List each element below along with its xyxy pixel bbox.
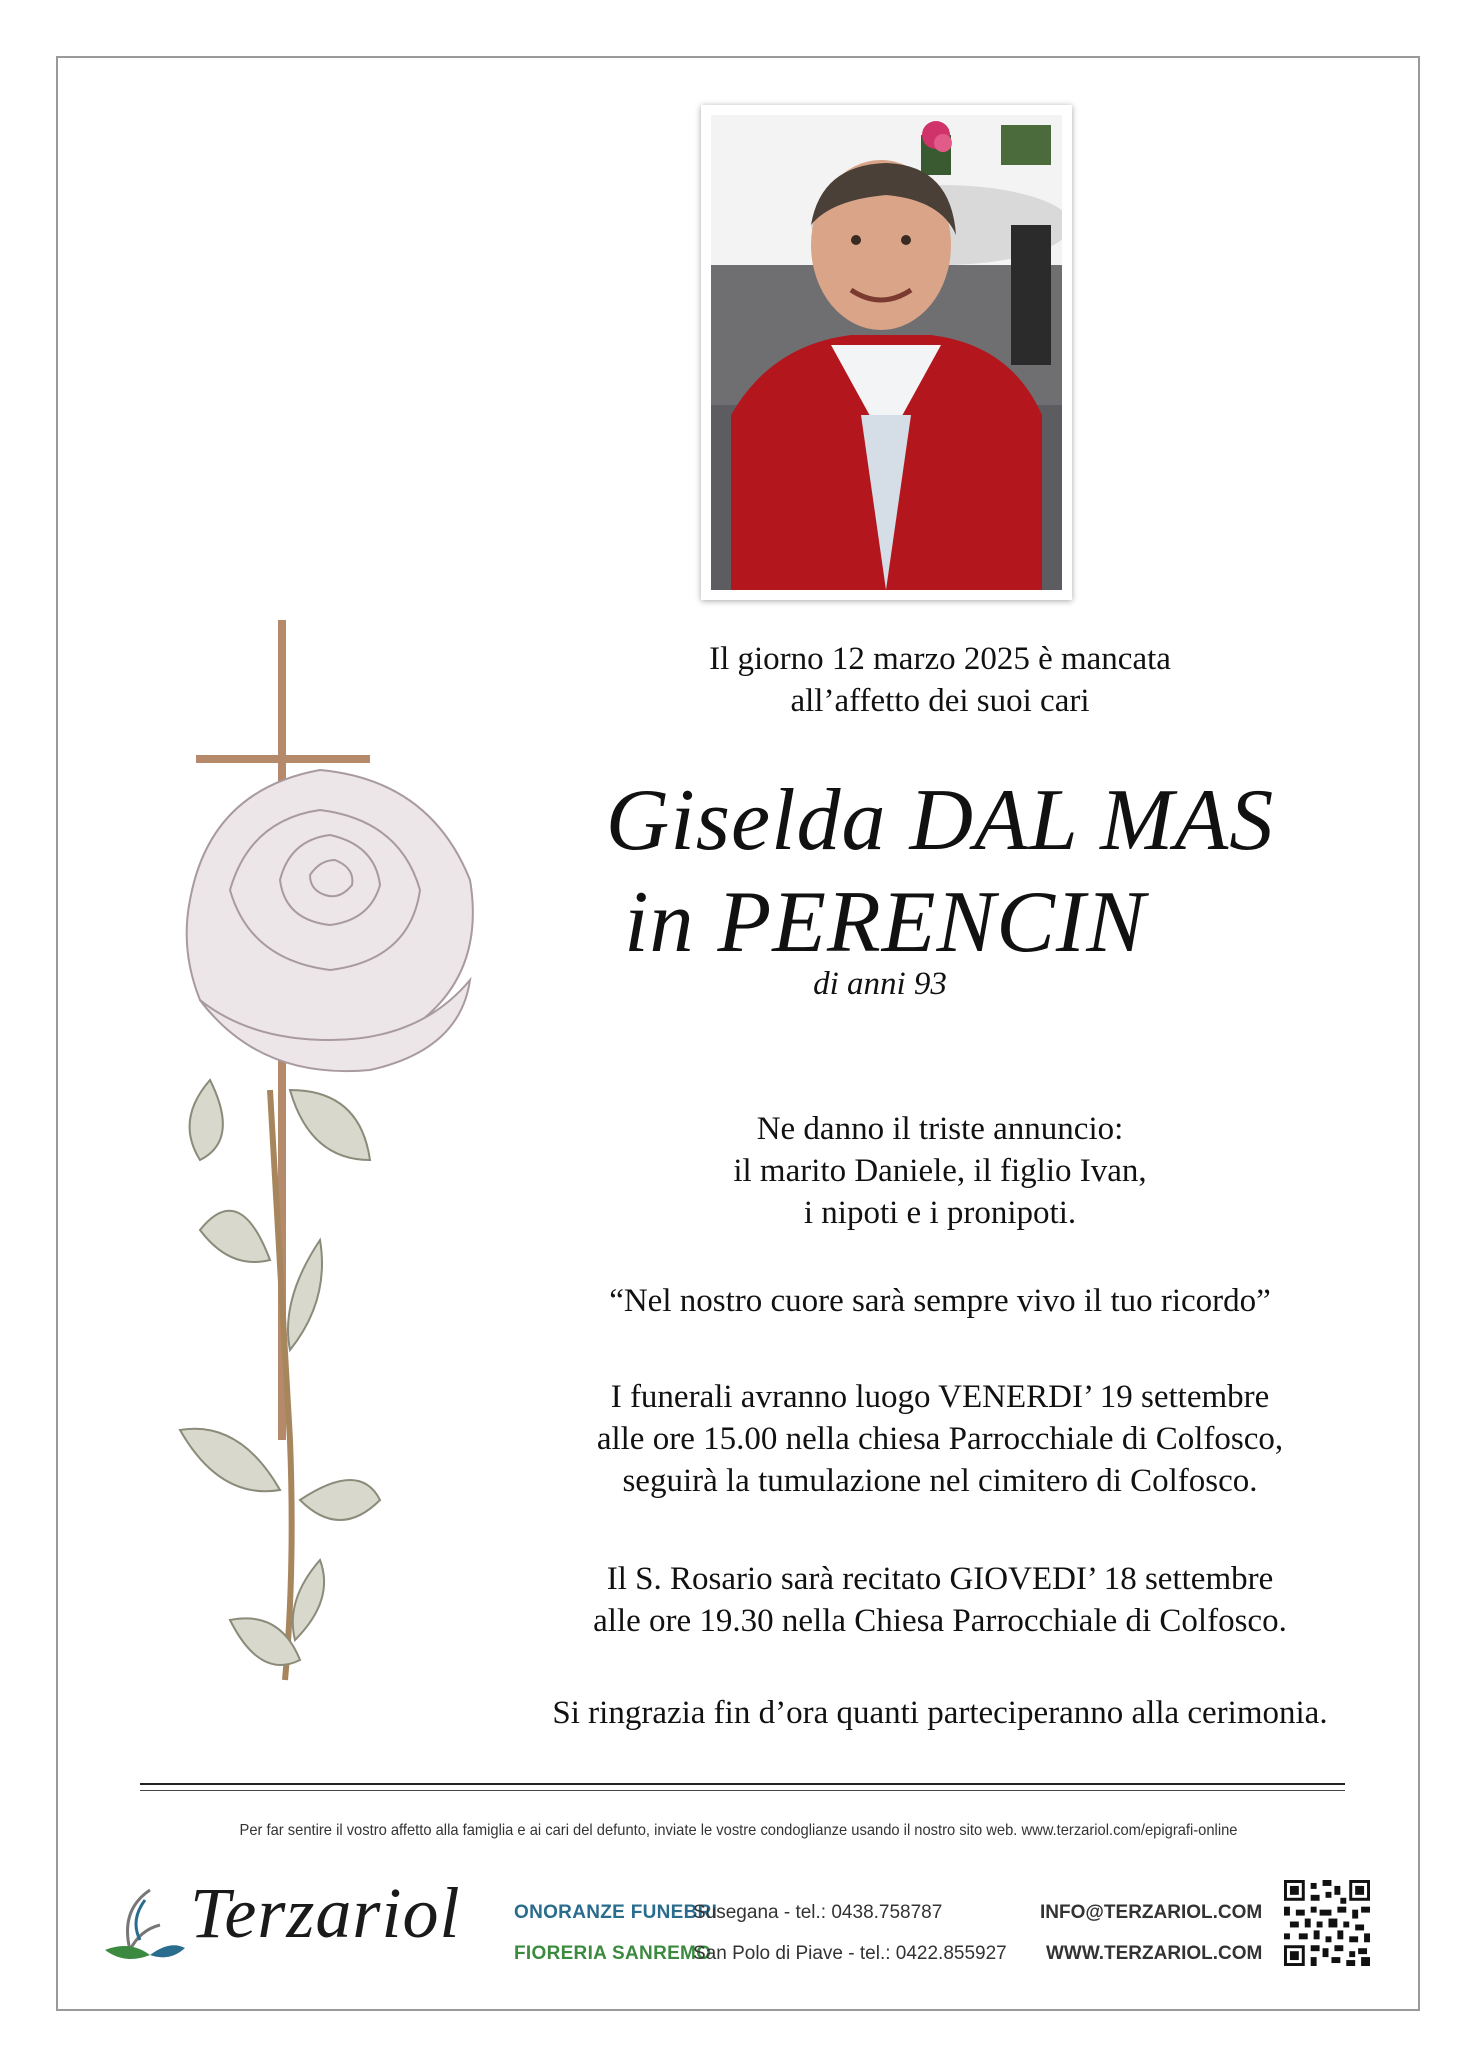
rosary-line: alle ore 19.30 nella Chiesa Parrocchiale di Colfosco. (593, 1603, 1287, 1639)
intro-line: Il giorno 12 marzo 2025 è mancata (709, 641, 1171, 677)
portrait-photo (701, 105, 1072, 600)
brand-name: Terzariol (190, 1873, 461, 1953)
contact-website[interactable]: WWW.TERZARIOL.COM (1046, 1943, 1263, 1964)
rosary-details (490, 1558, 1390, 1642)
service-florist: FIORERIA SANREMO (514, 1943, 712, 1964)
funeral-line: I funerali avranno luogo VENERDI’ 19 settembre (610, 1379, 1270, 1415)
condolences-note: Per far sentire il vostro affetto alla famiglia e ai cari del defunto, inviate le vostre condoglianze usando il nostro sito web. www.terzariol.com/epigrafi-online (239, 1822, 1238, 1839)
announcement-line: i nipoti e i pronipoti. (803, 1195, 1077, 1231)
terzariol-logo (100, 1870, 500, 1980)
announcement-line: Ne danno il triste annuncio: (756, 1111, 1124, 1147)
name-line-2: in PERENCIN (624, 874, 1146, 971)
service-funerals: ONORANZE FUNEBRI (514, 1902, 718, 1923)
funeral-line: seguirà la tumulazione nel cimitero di Colfosco. (622, 1463, 1258, 1499)
name-line-1: Giselda DAL MAS (605, 772, 1275, 869)
funeral-details (490, 1376, 1390, 1502)
memorial-quote: “Nel nostro cuore sarà sempre vivo il tuo ricordo” (609, 1283, 1271, 1319)
intro-text (490, 638, 1390, 722)
funeral-line: alle ore 15.00 nella chiesa Parrocchiale di Colfosco, (596, 1421, 1284, 1457)
deceased-age: di anni 93 (813, 966, 947, 1002)
announcement-line: il marito Daniele, il figlio Ivan, (733, 1153, 1147, 1189)
thanks-text: Si ringrazia fin d’ora quanti parteciperanno alla cerimonia. (552, 1695, 1328, 1731)
contact-susegana: Susegana - tel.: 0438.758787 (693, 1902, 943, 1923)
qr-code-icon[interactable] (1284, 1880, 1370, 1966)
announcement-text (490, 1108, 1390, 1234)
contact-san-polo: San Polo di Piave - tel.: 0422.855927 (693, 1943, 1007, 1964)
contact-email[interactable]: INFO@TERZARIOL.COM (1040, 1902, 1263, 1923)
divider (140, 1790, 1345, 1791)
deceased-name (490, 770, 1390, 974)
divider (140, 1783, 1345, 1785)
butterfly-icon (100, 1870, 190, 1980)
intro-line: all’affetto dei suoi cari (790, 683, 1090, 719)
cross-rose-illustration (170, 620, 500, 1720)
rosary-line: Il S. Rosario sarà recitato GIOVEDI’ 18 settembre (606, 1561, 1274, 1597)
